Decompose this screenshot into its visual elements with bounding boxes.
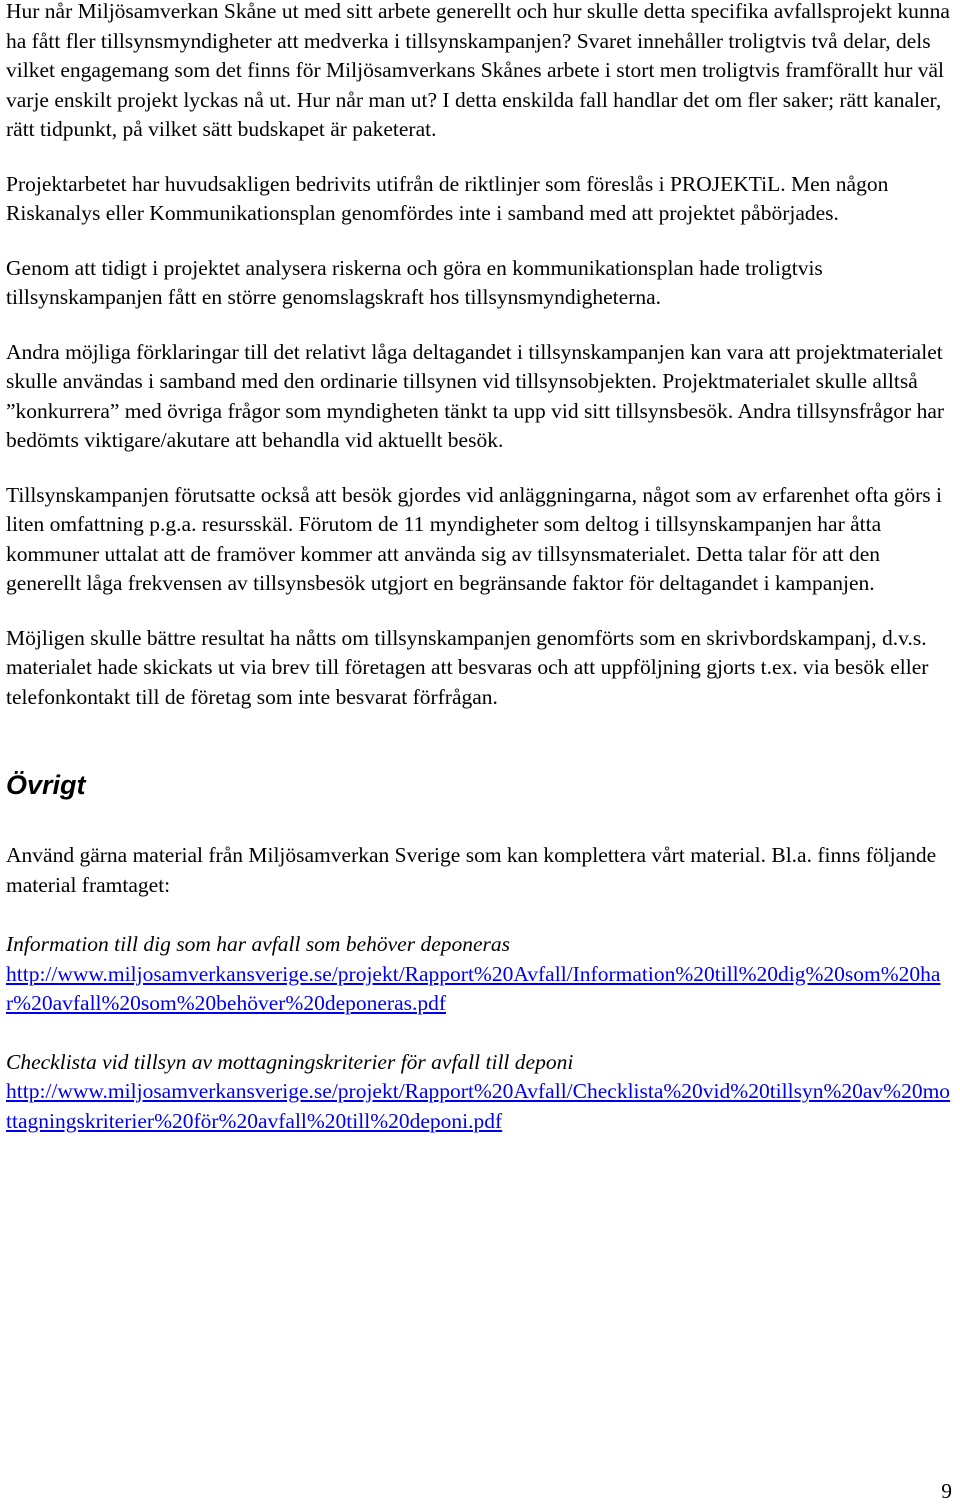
body-paragraph-1: Hur når Miljösamverkan Skåne ut med sitt arbete generellt och hur skulle detta specifika avfallsprojekt kunna ha fått fler tillsynsmyndigheter att medverka i tillsynskampanjen? Svaret innehåller troligtvis två delar, dels vilket engagemang som det finns för Miljösamverkans Skånes arbete i stort men troligtvis framförallt hur väl varje enskilt projekt lyckas nå ut. Hur når man ut? I detta enskilda fall handlar det om fler saker; rätt kanaler, rätt tidpunkt, på vilket sätt budskapet är paketerat. [6,0,950,141]
body-paragraph-6: Möjligen skulle bättre resultat ha nåtts om tillsynskampanjen genomförts som en skrivbordskampanj, d.v.s. materialet hade skickats ut via brev till företagen att besvaras och att uppföljning gjorts t.ex. via besök eller telefonkontakt till de företag som inte besvarat förfrågan. [6,625,929,709]
reference-link-wrapper [6,1077,952,1136]
body-paragraph-3: Genom att tidigt i projektet analysera riskerna och göra en kommunikationsplan hade troligtvis tillsynskampanjen fått en större genomslagskraft hos tillsynsmyndigheterna. [6,255,823,309]
reference-title: Checklista vid tillsyn av mottagningskriterier för avfall till deponi [6,1049,574,1074]
reference-link[interactable]: http://www.miljosamverkansverige.se/projekt/Rapport%20Avfall/Information%20till%20dig%20som%20har%20avfall%20som%20behöver%20deponeras.pdf [6,961,941,1015]
reference-link[interactable]: http://www.miljosamverkansverige.se/projekt/Rapport%20Avfall/Checklista%20vid%20tillsyn%20av%20mottagningskriterier%20för%20avfall%20till%20deponi.pdf [6,1079,951,1133]
reference-1 [6,930,952,1019]
reference-link-wrapper [6,960,952,1019]
section-intro: Använd gärna material från Miljösamverkan Sverige som kan komplettera vårt material. Bl.a. finns följande material framtaget: [6,843,937,897]
body-paragraph-2: Projektarbetet har huvudsakligen bedrivits utifrån de riktlinjer som föreslås i PROJEKTiL. Men någon Riskanalys eller Kommunikationsplan genomfördes inte i samband med att projektet påbörjades. [6,171,889,225]
body-paragraph-4: Andra möjliga förklaringar till det relativt låga deltagandet i tillsynskampanjen kan vara att projektmaterialet skulle användas i samband med den ordinarie tillsynen vid tillsynsobjekten. Projektmaterialet skulle alltså ”konkurrera” med övriga frågor som myndigheten tänkt ta upp vid sitt tillsynsbesök. Andra tillsynsfrågor har bedömts viktigare/akutare att behandla vid aktuellt besök. [6,339,945,452]
reference-title: Information till dig som har avfall som behöver deponeras [6,932,511,956]
page-number: 9 [941,1479,952,1503]
document-page [6,0,952,1136]
body-paragraph-5: Tillsynskampanjen förutsatte också att besök gjordes vid anläggningarna, något som av erfarenhet ofta görs i liten omfattning p.g.a. resursskäl. Förutom de 11 myndigheter som deltog i tillsynskampanjen har åtta kommuner uttalat att de framöver kommer att använda sig av tillsynsmaterialet. Detta talar för att den generellt låga frekvensen av tillsynsbesök utgjort en begränsande faktor för deltagandet i kampanjen. [6,482,943,595]
reference-2 [6,1048,952,1137]
section-heading: Övrigt [6,770,86,800]
